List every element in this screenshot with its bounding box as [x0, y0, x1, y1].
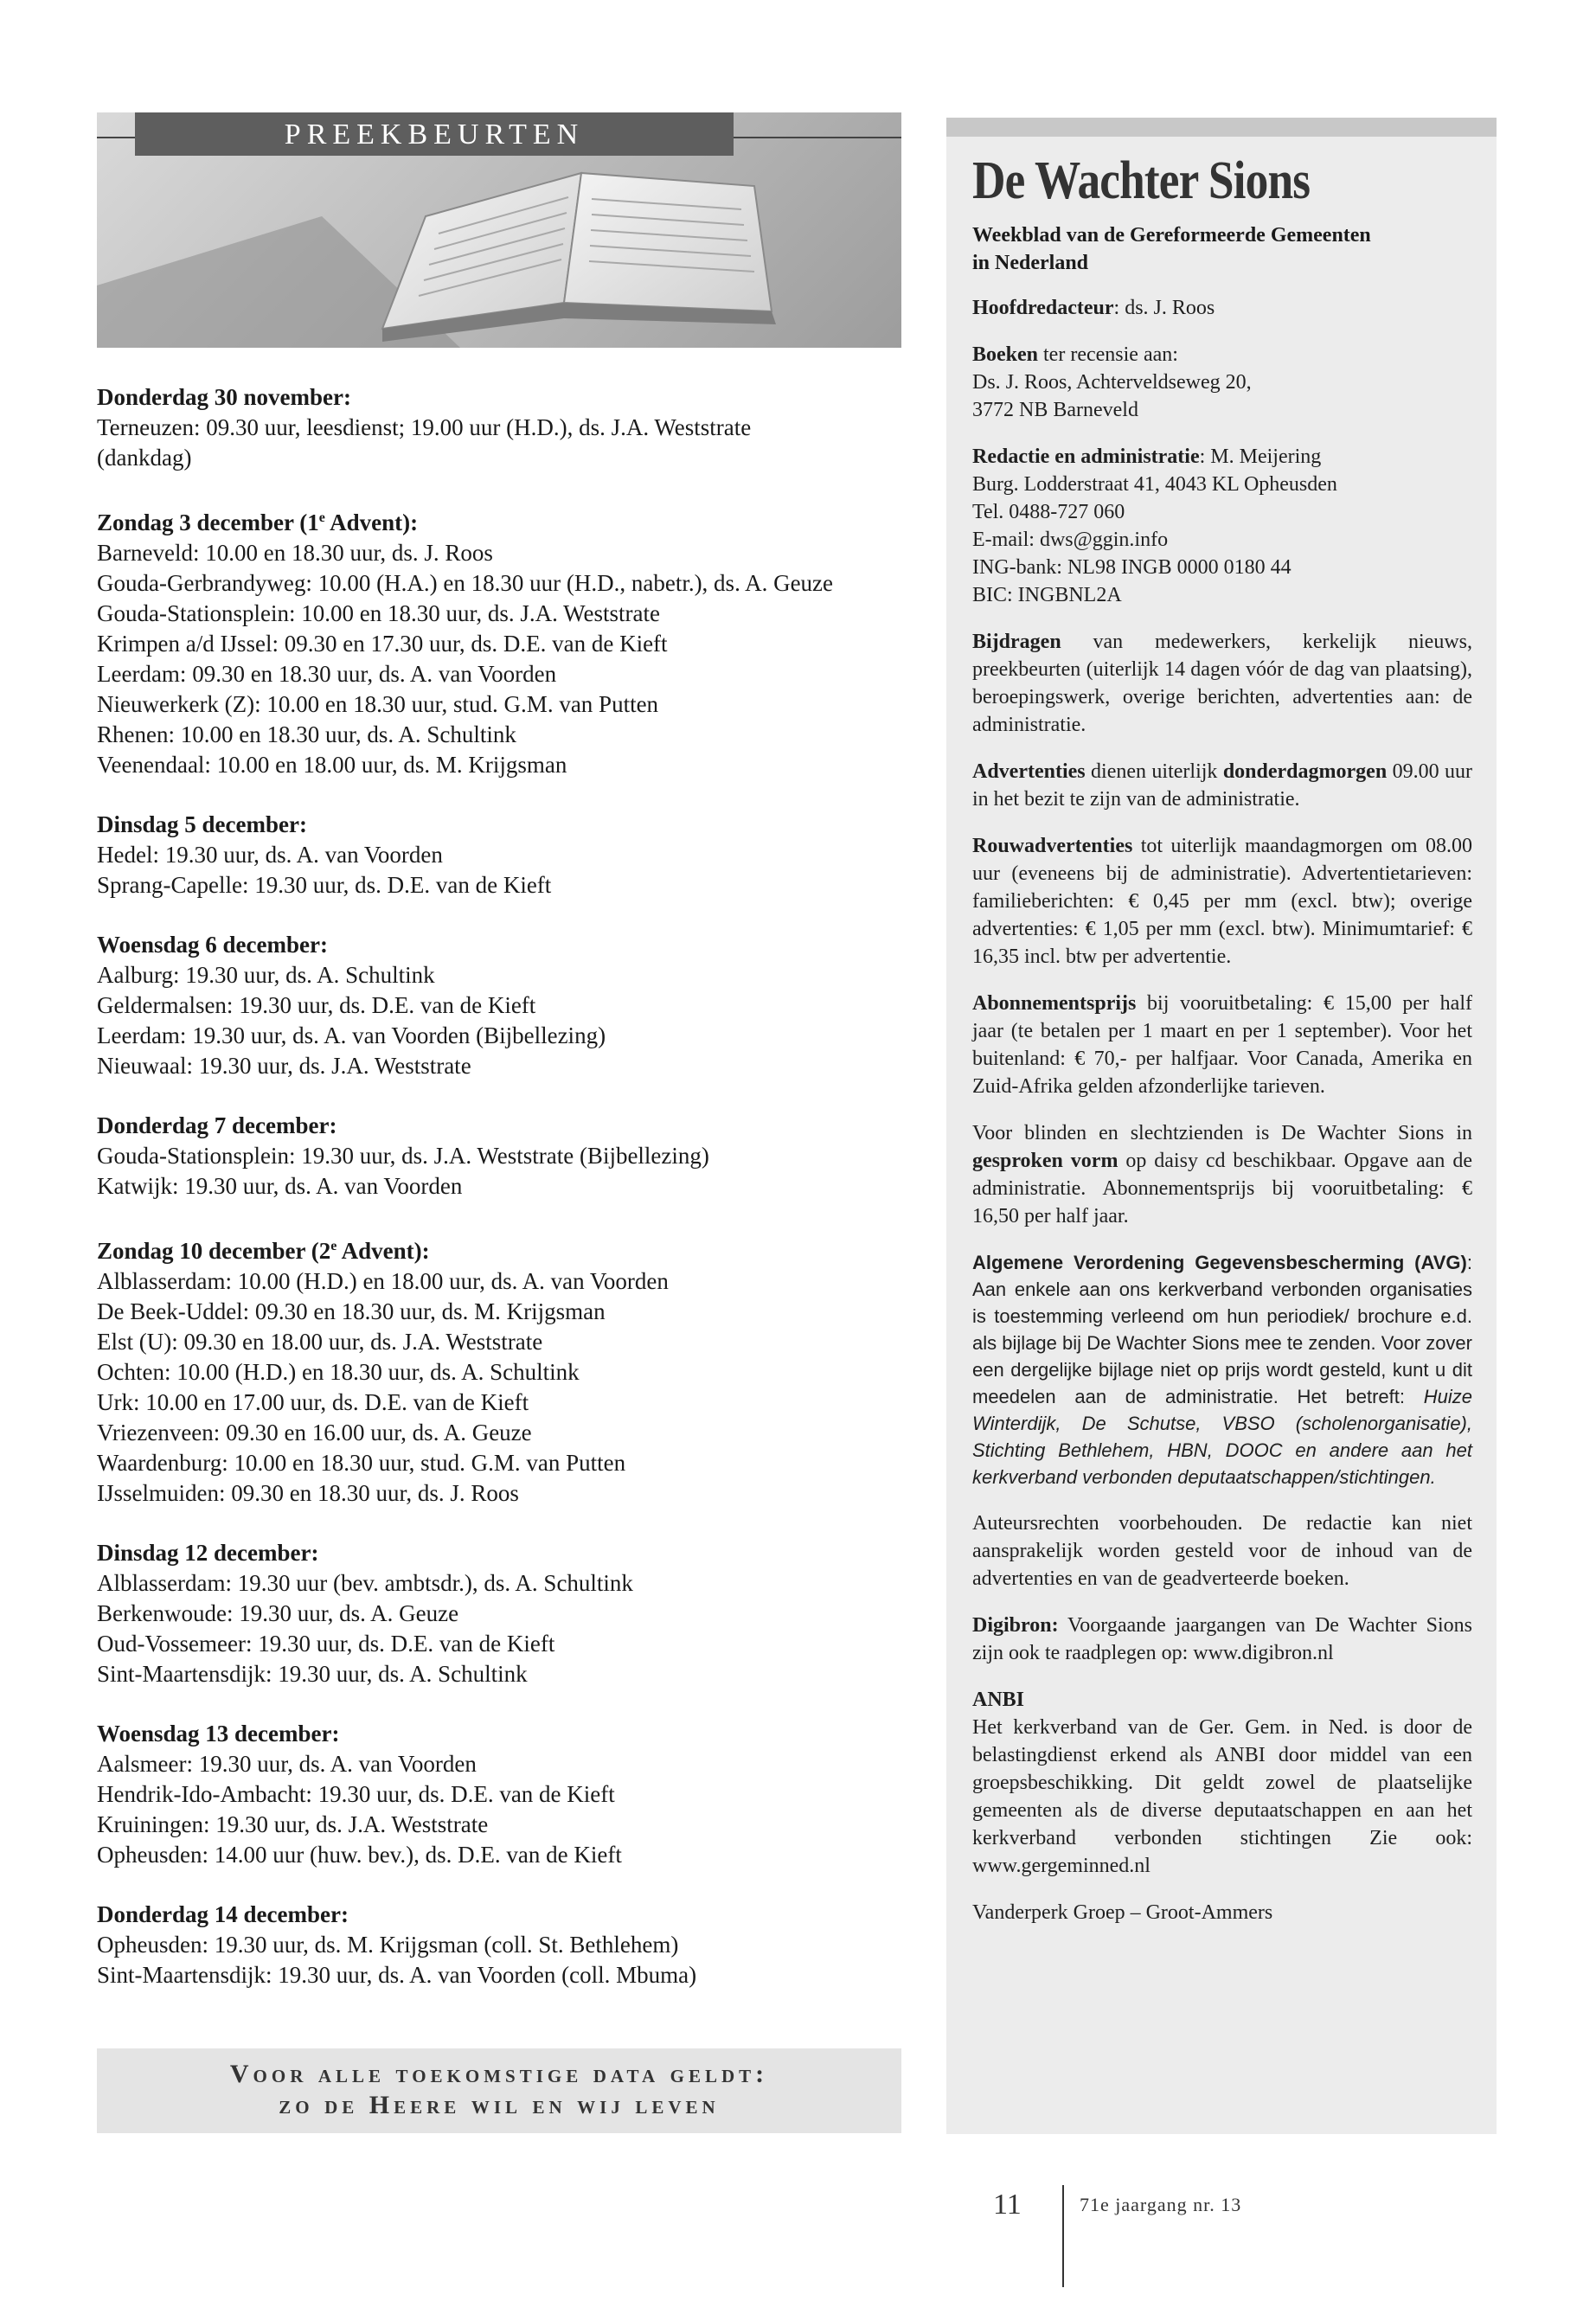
- service-entry: Leerdam: 09.30 en 18.30 uur, ds. A. van Voorden: [97, 661, 557, 687]
- service-entry: Kruiningen: 19.30 uur, ds. J.A. Weststrate: [97, 1811, 489, 1837]
- day-gap: [97, 1202, 901, 1231]
- auteursrechten: Auteursrechten voorbehouden. De redactie kan niet aansprakelijk worden gesteld voor de inhoud van de advertenties en van de geadverteerde boeken.: [972, 1512, 1472, 1590]
- service-entry: (dankdag): [97, 445, 192, 471]
- subtitle-line2: in Nederland: [972, 252, 1089, 274]
- schedule-day: [97, 1538, 901, 1689]
- blinden-end: op daisy cd beschikbaar. Opgave aan de administratie. Abonnementsprijs bij vooruitbetaling: € 16,50 per half jaar.: [972, 1150, 1472, 1227]
- day-title-text: Donderdag 30 november:: [97, 384, 351, 410]
- schedule-day: [97, 503, 901, 780]
- bijdragen-block: [972, 628, 1472, 739]
- day-gap: [97, 1870, 901, 1900]
- bijdragen-label: Bijdragen: [972, 631, 1061, 653]
- day-title-end: Advent):: [337, 1238, 430, 1264]
- blinden-block: [972, 1119, 1472, 1230]
- service-entry: Alblasserdam: 19.30 uur (bev. ambtsdr.), ds. A. Schultink: [97, 1570, 633, 1596]
- service-entry: Aalsmeer: 19.30 uur, ds. A. van Voorden: [97, 1751, 477, 1777]
- day-title: [97, 503, 901, 538]
- issue-label: 71e jaargang nr. 13: [1080, 2194, 1242, 2215]
- colophon-panel: [946, 118, 1497, 2134]
- advertenties-mid: dienen uiterlijk: [1085, 760, 1223, 783]
- magazine-title: De Wachter Sions: [972, 151, 1311, 210]
- hoofdredacteur-label: Hoofdredacteur: [972, 297, 1114, 319]
- footer-note: [97, 2048, 901, 2133]
- service-entry: Opheusden: 14.00 uur (huw. bev.), ds. D.E. van de Kieft: [97, 1842, 622, 1868]
- day-title-text: Dinsdag 5 december:: [97, 811, 307, 837]
- day-title-text: Zondag 10 december (2: [97, 1238, 331, 1264]
- service-entry: Barneveld: 10.00 en 18.30 uur, ds. J. Roos: [97, 540, 493, 566]
- schedule-day: [97, 1111, 901, 1202]
- avg-text: : Aan enkele aan ons kerkverband verbonden organisaties is toestemming verleend om hun periodiek/ brochure e.d. als bijlage bij De Wachter Sions mee te zenden. Voor zover een dergelijke bijlage niet op prijs wordt gesteld, kunt u dit meedelen aan de administratie. Het betreft:: [972, 1252, 1472, 1407]
- boeken-line3: 3772 NB Barneveld: [972, 399, 1138, 421]
- blinden-start: Voor blinden en slechtzienden is De Wachter Sions in: [972, 1122, 1472, 1144]
- anbi-block: [972, 1686, 1472, 1880]
- day-gap: [97, 1689, 901, 1719]
- schedule-list: [97, 382, 901, 1990]
- redactie-email: E-mail: dws@ggin.info: [972, 529, 1169, 551]
- day-title-end: Advent):: [324, 510, 419, 535]
- rouw-text: tot uiterlijk maandagmorgen om 08.00 uur (eveneens bij de administratie). Advertentietarieven: familieberichten: € 0,45 per mm (excl. btw); overige advertenties: € 1,05 per mm (excl. btw). Minimumtarief: € 16,35 incl. btw per advertentie.: [972, 835, 1472, 968]
- digibron-text: Voorgaande jaargangen van De Wachter Sions zijn ook te raadplegen op: www.digibron.nl: [972, 1614, 1472, 1664]
- day-title-sup: e: [330, 1239, 337, 1253]
- day-title-text: Donderdag 7 december:: [97, 1112, 337, 1138]
- digibron-block: [972, 1612, 1472, 1667]
- advertenties-block: [972, 758, 1472, 813]
- service-entry: Sprang-Capelle: 19.30 uur, ds. D.E. van de Kieft: [97, 872, 552, 898]
- day-title-text: Donderdag 14 december:: [97, 1901, 349, 1927]
- service-entry: IJsselmuiden: 09.30 en 18.30 uur, ds. J. Roos: [97, 1480, 519, 1506]
- boeken-line2: Ds. J. Roos, Achterveldseweg 20,: [972, 371, 1252, 394]
- day-title: [97, 1719, 901, 1749]
- day-title: [97, 1900, 901, 1930]
- service-entry: Hedel: 19.30 uur, ds. A. van Voorden: [97, 842, 443, 868]
- day-gap: [97, 1509, 901, 1538]
- schedule-day: [97, 810, 901, 901]
- avg-block: [972, 1249, 1472, 1490]
- service-entry: Nieuwaal: 19.30 uur, ds. J.A. Weststrate: [97, 1053, 471, 1079]
- hoofdredacteur: [972, 294, 1472, 322]
- redactie-phone: Tel. 0488-727 060: [972, 501, 1125, 523]
- service-entry: Terneuzen: 09.30 uur, leesdienst; 19.00 uur (H.D.), ds. J.A. Weststrate: [97, 414, 752, 440]
- avg-label: Algemene Verordening Gegevensbescherming (AVG): [972, 1252, 1467, 1273]
- blinden-bold: gesproken vorm: [972, 1150, 1118, 1172]
- abonnement-label: Abonnementsprijs: [972, 992, 1137, 1015]
- day-gap: [97, 901, 901, 930]
- day-title: [97, 1111, 901, 1141]
- magazine-subtitle: [972, 221, 1472, 277]
- boeken-block: [972, 341, 1472, 424]
- schedule-day: [97, 930, 901, 1081]
- advertenties-deadline: donderdagmorgen: [1222, 760, 1388, 783]
- service-entry: Rhenen: 10.00 en 18.30 uur, ds. A. Schultink: [97, 721, 516, 747]
- rouw-block: [972, 832, 1472, 971]
- day-gap: [97, 473, 901, 503]
- day-title-text: Zondag 3 december (1: [97, 510, 319, 535]
- day-title: [97, 930, 901, 960]
- service-entry: Opheusden: 19.30 uur, ds. M. Krijgsman (coll. St. Bethlehem): [97, 1932, 679, 1958]
- boeken-label: Boeken: [972, 343, 1039, 366]
- service-entry: Ochten: 10.00 (H.D.) en 18.30 uur, ds. A. Schultink: [97, 1359, 580, 1385]
- service-entry: Gouda-Stationsplein: 10.00 en 18.30 uur, ds. J.A. Weststrate: [97, 600, 660, 626]
- day-title: [97, 1231, 901, 1266]
- advertenties-end: 09.00 uur in het bezit te zijn van de administratie.: [972, 760, 1472, 811]
- day-title-sup: e: [318, 510, 325, 525]
- colophon-topbar: [946, 118, 1497, 137]
- day-title: [97, 810, 901, 840]
- day-title-text: Woensdag 6 december:: [97, 932, 328, 958]
- service-entry: Oud-Vossemeer: 19.30 uur, ds. D.E. van de Kieft: [97, 1631, 555, 1657]
- service-entry: Waardenburg: 10.00 en 18.30 uur, stud. G.M. van Putten: [97, 1450, 626, 1476]
- day-title: [97, 382, 901, 413]
- footer-note-line1: Voor alle toekomstige data geldt:: [229, 2060, 769, 2088]
- anbi-label: ANBI: [972, 1689, 1025, 1711]
- service-entry: Sint-Maartensdijk: 19.30 uur, ds. A. van Voorden (coll. Mbuma): [97, 1962, 697, 1988]
- subtitle-line1: Weekblad van de Gereformeerde Gemeenten: [972, 224, 1371, 247]
- redactie-name: : M. Meijering: [1199, 445, 1322, 468]
- service-entry: Vriezenveen: 09.30 en 16.00 uur, ds. A. Geuze: [97, 1420, 532, 1445]
- redactie-bic: BIC: INGBNL2A: [972, 584, 1122, 606]
- advertenties-label: Advertenties: [972, 760, 1086, 783]
- schedule-day: [97, 1719, 901, 1870]
- service-entry: Leerdam: 19.30 uur, ds. A. van Voorden (Bijbellezing): [97, 1022, 606, 1048]
- abonnement-block: [972, 990, 1472, 1100]
- day-gap: [97, 1081, 901, 1111]
- avg-organisations: Huize Winterdijk, De Schutse, VBSO (scholenorganisatie), Stichting Bethlehem, HBN, DOOC en andere aan het kerkverband verbonden deputaatschappen/stichtingen.: [972, 1386, 1472, 1488]
- service-entry: Hendrik-Ido-Ambacht: 19.30 uur, ds. D.E. van de Kieft: [97, 1781, 615, 1807]
- drukker: Vanderperk Groep – Groot-Ammers: [972, 1901, 1273, 1924]
- day-title-text: Dinsdag 12 december:: [97, 1540, 319, 1566]
- service-entry: Elst (U): 09.30 en 18.00 uur, ds. J.A. Weststrate: [97, 1329, 543, 1355]
- section-title: PREEKBEURTEN: [135, 112, 734, 156]
- boeken-line1: ter recensie aan:: [1038, 343, 1178, 366]
- abonnement-text: bij vooruitbetaling: € 15,00 per half jaar (te betalen per 1 maart en per 1 september). Voor het buitenland: € 70,- per halfjaar. Voor Canada, Amerika en Zuid-Afrika gelden afzonderlijke tarieven.: [972, 992, 1472, 1098]
- bijdragen-text: van medewerkers, kerkelijk nieuws, preekbeurten (uiterlijk 14 dagen vóór de dag van plaatsing), beroepingswerk, overige berichten, advertenties aan: de administratie.: [972, 631, 1472, 736]
- preekbeurten-column: [97, 112, 901, 1990]
- service-entry: Nieuwerkerk (Z): 10.00 en 18.30 uur, stud. G.M. van Putten: [97, 691, 659, 717]
- schedule-day: [97, 382, 901, 473]
- footer-note-line2: zo de Heere wil en wij leven: [279, 2091, 720, 2119]
- redactie-bank: ING-bank: NL98 INGB 0000 0180 44: [972, 556, 1292, 579]
- rouw-label: Rouwadvertenties: [972, 835, 1133, 857]
- service-entry: Berkenwoude: 19.30 uur, ds. A. Geuze: [97, 1600, 459, 1626]
- service-entry: Aalburg: 19.30 uur, ds. A. Schultink: [97, 962, 435, 988]
- footer-divider: [1062, 2185, 1064, 2287]
- redactie-block: [972, 443, 1472, 609]
- service-entry: Alblasserdam: 10.00 (H.D.) en 18.00 uur, ds. A. van Voorden: [97, 1268, 669, 1294]
- service-entry: Krimpen a/d IJssel: 09.30 en 17.30 uur, ds. D.E. van de Kieft: [97, 631, 668, 657]
- service-entry: De Beek-Uddel: 09.30 en 18.30 uur, ds. M. Krijgsman: [97, 1298, 606, 1324]
- service-entry: Geldermalsen: 19.30 uur, ds. D.E. van de Kieft: [97, 992, 536, 1018]
- day-title: [97, 1538, 901, 1568]
- service-entry: Katwijk: 19.30 uur, ds. A. van Voorden: [97, 1173, 463, 1199]
- service-entry: Veenendaal: 10.00 en 18.00 uur, ds. M. Krijgsman: [97, 752, 567, 778]
- preekbeurten-banner: [97, 112, 901, 348]
- digibron-label: Digibron:: [972, 1614, 1059, 1637]
- service-entry: Gouda-Stationsplein: 19.30 uur, ds. J.A. Weststrate (Bijbellezing): [97, 1143, 709, 1169]
- service-entry: Sint-Maartensdijk: 19.30 uur, ds. A. Schultink: [97, 1661, 528, 1687]
- schedule-day: [97, 1900, 901, 1990]
- redactie-label: Redactie en administratie: [972, 445, 1200, 468]
- anbi-text: Het kerkverband van de Ger. Gem. in Ned. is door de belastingdienst erkend als ANBI door middel van een groepsbeschikking. Dit geldt zowel de plaatselijke gemeenten als de diverse deputaatschappen en aan het kerkverband verbonden stichtingen Zie ook: www.gergeminned.nl: [972, 1716, 1472, 1877]
- service-entry: Gouda-Gerbrandyweg: 10.00 (H.A.) en 18.30 uur (H.D., nabetr.), ds. A. Geuze: [97, 570, 834, 596]
- redactie-address: Burg. Lodderstraat 41, 4043 KL Opheusden: [972, 473, 1337, 496]
- service-entry: Urk: 10.00 en 17.00 uur, ds. D.E. van de Kieft: [97, 1389, 529, 1415]
- day-title-text: Woensdag 13 december:: [97, 1721, 340, 1747]
- schedule-day: [97, 1231, 901, 1509]
- page-number: 11: [993, 2189, 1022, 2221]
- hoofdredacteur-value: : ds. J. Roos: [1113, 297, 1215, 319]
- day-gap: [97, 780, 901, 810]
